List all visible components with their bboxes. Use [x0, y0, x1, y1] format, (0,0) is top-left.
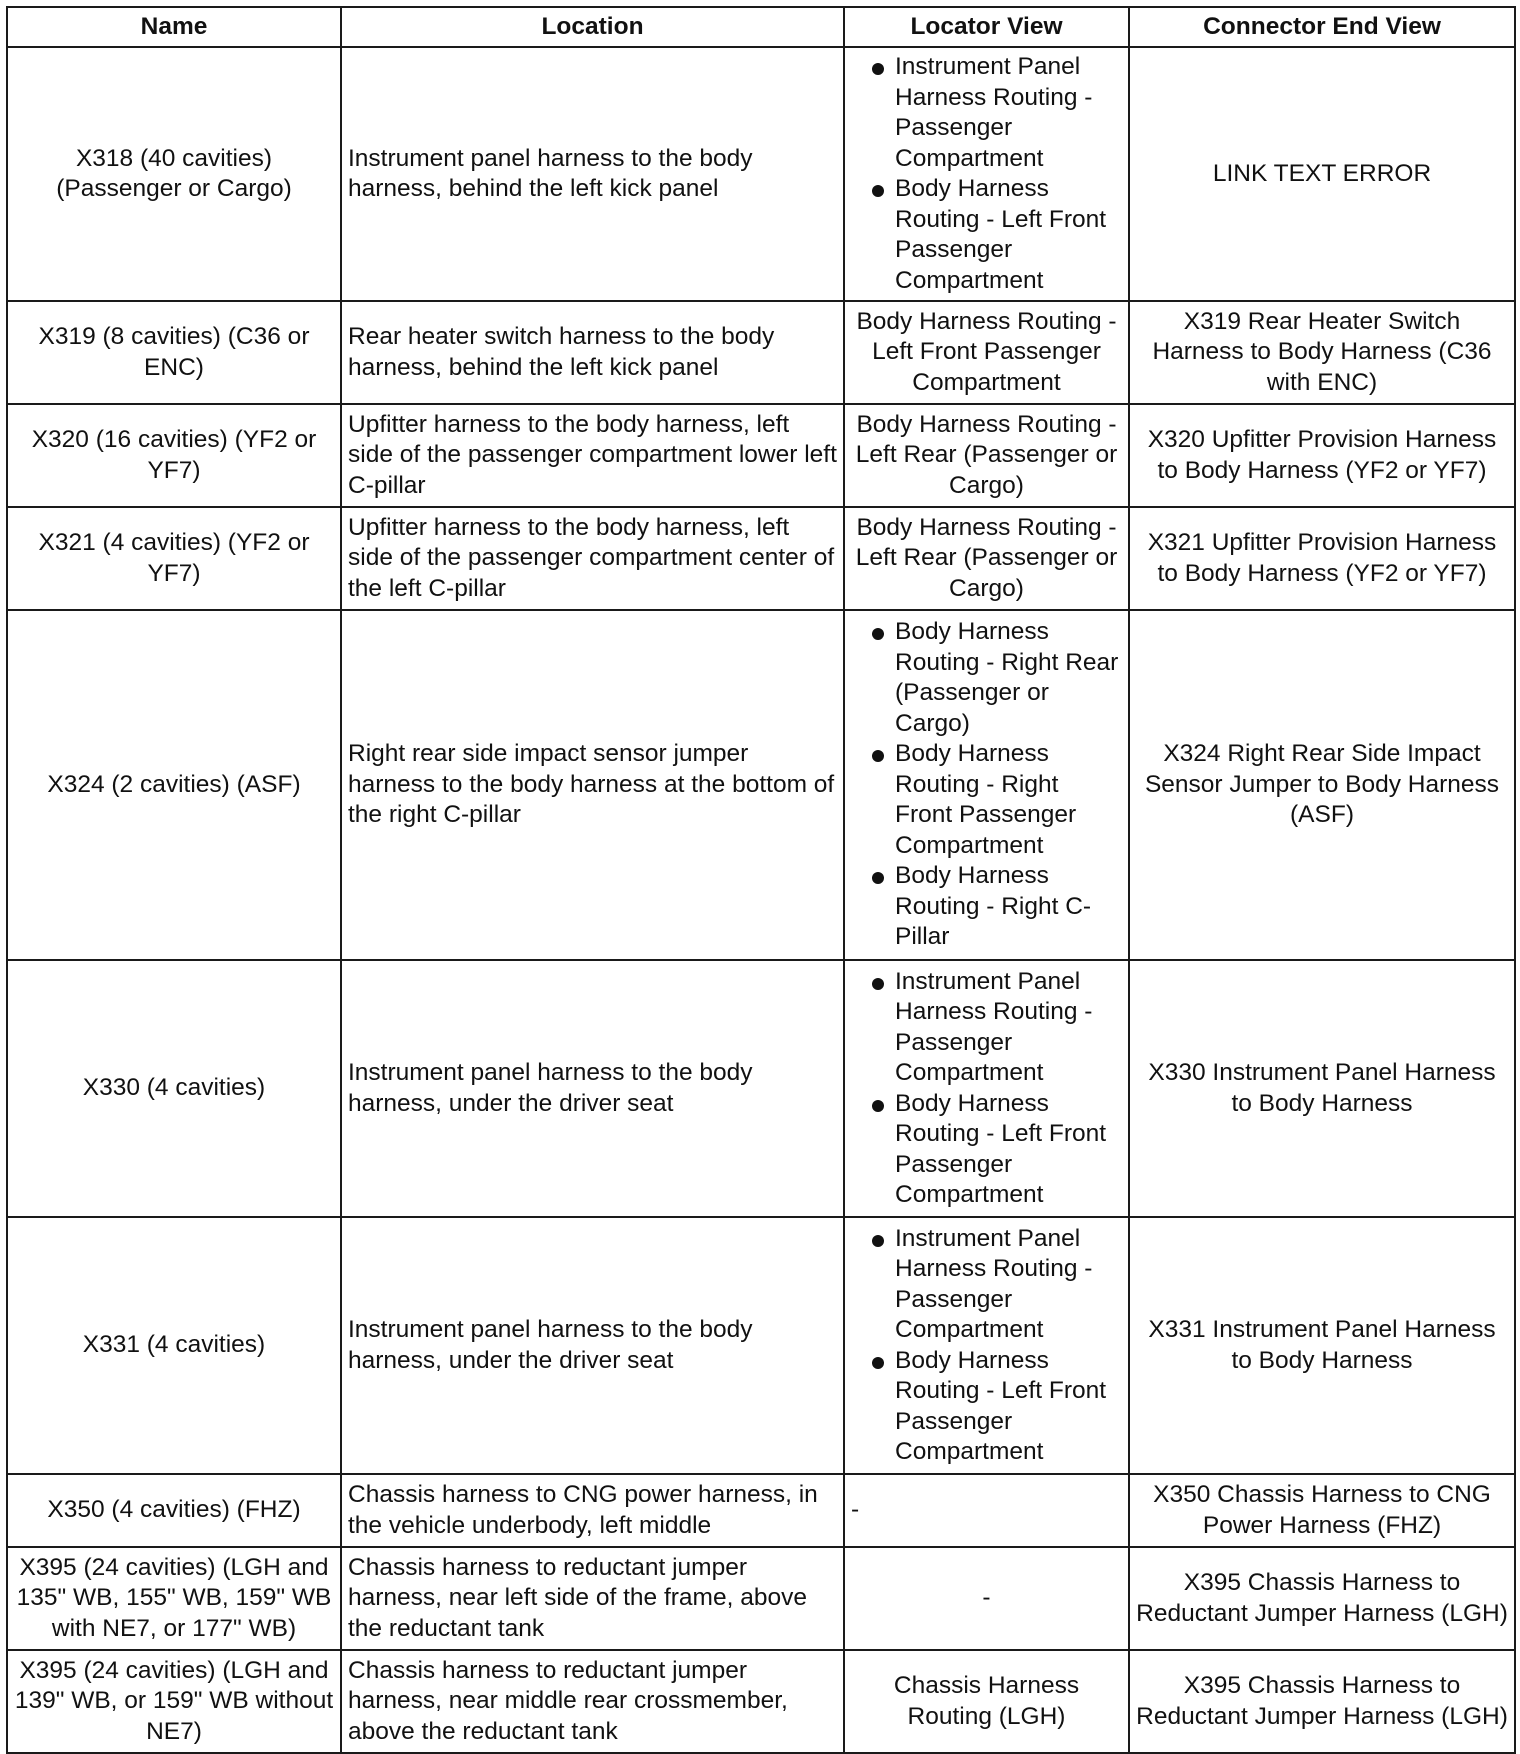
- cell-connector-end-view[interactable]: X350 Chassis Harness to CNG Power Harness (FHZ): [1129, 1474, 1515, 1547]
- locator-view-link[interactable]: Body Harness Routing - Left Rear (Passenger or Cargo): [855, 513, 1118, 602]
- cell-name: X330 (4 cavities): [7, 960, 341, 1217]
- locator-view-none: -: [982, 1584, 991, 1612]
- cell-location: Chassis harness to reductant jumper harness, near left side of the frame, above the reductant tank: [341, 1547, 844, 1650]
- cell-location: Upfitter harness to the body harness, left side of the passenger compartment lower left C-pillar: [341, 404, 844, 507]
- cell-name: X320 (16 cavities) (YF2 or YF7): [7, 404, 341, 507]
- table-row: [7, 301, 1515, 404]
- table-row: [7, 1474, 1515, 1547]
- cell-location: Upfitter harness to the body harness, left side of the passenger compartment center of the left C-pillar: [341, 507, 844, 610]
- table-row: [7, 1217, 1515, 1474]
- cell-connector-end-view[interactable]: X331 Instrument Panel Harness to Body Harness: [1129, 1217, 1515, 1474]
- cell-name: X350 (4 cavities) (FHZ): [7, 1474, 341, 1547]
- cell-location: Right rear side impact sensor jumper harness to the body harness at the bottom of the right C-pillar: [341, 610, 844, 960]
- cell-locator-view[interactable]: [844, 301, 1129, 404]
- locator-view-list: [851, 1224, 1122, 1468]
- locator-view-link[interactable]: Body Harness Routing - Left Rear (Passenger or Cargo): [855, 410, 1118, 499]
- cell-location: Instrument panel harness to the body harness, under the driver seat: [341, 1217, 844, 1474]
- cell-locator-view[interactable]: [844, 507, 1129, 610]
- cell-connector-end-view[interactable]: X324 Right Rear Side Impact Sensor Jumper to Body Harness (ASF): [1129, 610, 1515, 960]
- locator-view-list: [851, 967, 1122, 1211]
- cell-connector-end-view[interactable]: X395 Chassis Harness to Reductant Jumper Harness (LGH): [1129, 1547, 1515, 1650]
- header-locator-view: Locator View: [844, 7, 1129, 47]
- cell-locator-view[interactable]: [844, 47, 1129, 301]
- table-row: [7, 1547, 1515, 1650]
- cell-name: X395 (24 cavities) (LGH and 139" WB, or 159" WB without NE7): [7, 1650, 341, 1753]
- locator-view-link[interactable]: Instrument Panel Harness Routing - Passenger Compartment: [851, 52, 1122, 174]
- locator-view-link[interactable]: Instrument Panel Harness Routing - Passenger Compartment: [851, 967, 1122, 1089]
- header-row: [7, 7, 1515, 47]
- cell-locator-view[interactable]: [844, 1217, 1129, 1474]
- locator-view-link[interactable]: Instrument Panel Harness Routing - Passenger Compartment: [851, 1224, 1122, 1346]
- table-row: [7, 960, 1515, 1217]
- cell-locator-view[interactable]: [844, 1650, 1129, 1753]
- cell-locator-view[interactable]: [844, 610, 1129, 960]
- cell-name: X331 (4 cavities): [7, 1217, 341, 1474]
- table-row: [7, 47, 1515, 301]
- cell-locator-view: [844, 1474, 1129, 1547]
- header-location: Location: [341, 7, 844, 47]
- cell-connector-end-view[interactable]: X321 Upfitter Provision Harness to Body Harness (YF2 or YF7): [1129, 507, 1515, 610]
- cell-locator-view[interactable]: [844, 960, 1129, 1217]
- table-row: [7, 507, 1515, 610]
- connector-table: [6, 6, 1516, 1754]
- locator-view-link[interactable]: Body Harness Routing - Right C-Pillar: [851, 861, 1122, 953]
- locator-view-link[interactable]: Body Harness Routing - Left Front Passenger Compartment: [856, 307, 1117, 396]
- table-row: [7, 404, 1515, 507]
- table-body: [7, 47, 1515, 1753]
- locator-view-link[interactable]: Body Harness Routing - Left Front Passenger Compartment: [851, 1089, 1122, 1211]
- cell-name: X324 (2 cavities) (ASF): [7, 610, 341, 960]
- cell-connector-end-view[interactable]: X395 Chassis Harness to Reductant Jumper Harness (LGH): [1129, 1650, 1515, 1753]
- locator-view-list: [851, 52, 1122, 296]
- header-name: Name: [7, 7, 341, 47]
- cell-name: X318 (40 cavities) (Passenger or Cargo): [7, 47, 341, 301]
- locator-view-link[interactable]: Chassis Harness Routing (LGH): [893, 1672, 1080, 1730]
- cell-name: X319 (8 cavities) (C36 or ENC): [7, 301, 341, 404]
- cell-connector-end-view[interactable]: LINK TEXT ERROR: [1129, 47, 1515, 301]
- table-row: [7, 610, 1515, 960]
- header-connector-end-view: Connector End View: [1129, 7, 1515, 47]
- cell-location: Rear heater switch harness to the body harness, behind the left kick panel: [341, 301, 844, 404]
- cell-location: Instrument panel harness to the body harness, under the driver seat: [341, 960, 844, 1217]
- cell-name: X321 (4 cavities) (YF2 or YF7): [7, 507, 341, 610]
- locator-view-list: [851, 617, 1122, 953]
- locator-view-link[interactable]: Body Harness Routing - Right Front Passenger Compartment: [851, 739, 1122, 861]
- locator-view-link[interactable]: Body Harness Routing - Left Front Passenger Compartment: [851, 174, 1122, 296]
- locator-view-none: -: [851, 1496, 860, 1524]
- connector-table-container: [6, 6, 1516, 1754]
- table-row: [7, 1650, 1515, 1753]
- cell-locator-view: [844, 1547, 1129, 1650]
- cell-location: Chassis harness to reductant jumper harness, near middle rear crossmember, above the reductant tank: [341, 1650, 844, 1753]
- cell-locator-view[interactable]: [844, 404, 1129, 507]
- locator-view-link[interactable]: Body Harness Routing - Right Rear (Passenger or Cargo): [851, 617, 1122, 739]
- cell-connector-end-view[interactable]: X319 Rear Heater Switch Harness to Body Harness (C36 with ENC): [1129, 301, 1515, 404]
- cell-location: Chassis harness to CNG power harness, in the vehicle underbody, left middle: [341, 1474, 844, 1547]
- cell-connector-end-view[interactable]: X330 Instrument Panel Harness to Body Harness: [1129, 960, 1515, 1217]
- cell-name: X395 (24 cavities) (LGH and 135" WB, 155" WB, 159" WB with NE7, or 177" WB): [7, 1547, 341, 1650]
- cell-connector-end-view[interactable]: X320 Upfitter Provision Harness to Body Harness (YF2 or YF7): [1129, 404, 1515, 507]
- locator-view-link[interactable]: Body Harness Routing - Left Front Passenger Compartment: [851, 1346, 1122, 1468]
- cell-location: Instrument panel harness to the body harness, behind the left kick panel: [341, 47, 844, 301]
